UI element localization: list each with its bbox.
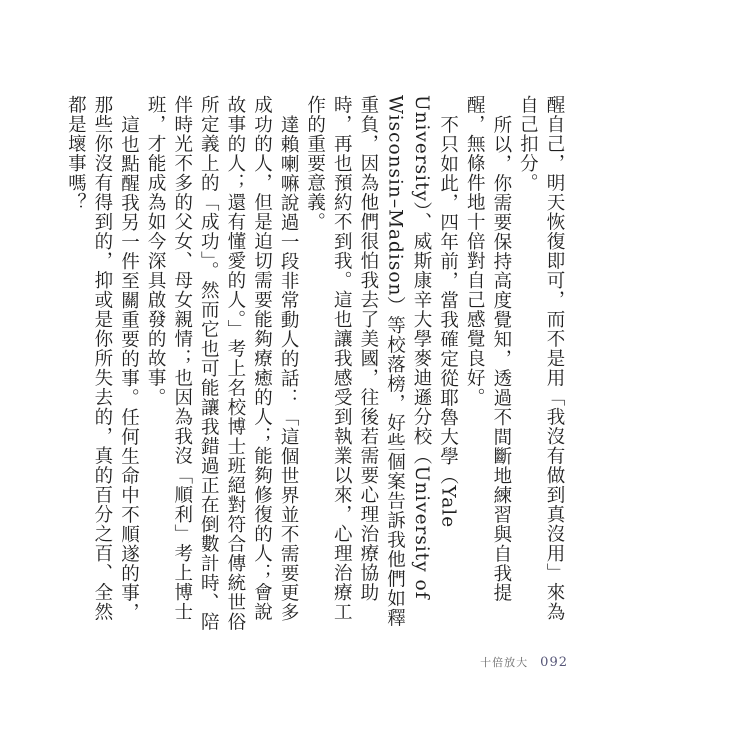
paragraph-2: 所以，你需要保持高度覺知，透過不間斷地練習與自我提醒，無條件地十倍對自己感覺良好。 (464, 95, 512, 603)
paragraph-5: 這也點醒我另一件至關重要的事。任何生命中不順遂的事，那些你沒有得到的，抑或是你所失去的，真的百分之百、全然都是壞事嗎？ (65, 95, 140, 623)
paragraph-4: 達賴喇嘛說過一段非常動人的話：「這個世界並不需要更多成功的人，但是迫切需要能夠療癒的人；能夠修復的人；會說故事的人；還有懂愛的人。」考上名校博士班絕對符合傳統世俗所定義上的「成功」。然而它也可能讓我錯過正在倒數計時、陪伴時光不多的父女、母女親情；也因為我沒「順利」考上博士班，才能成為如今深具啟發的故事。 (145, 95, 300, 632)
paragraph-3: 不只如此，四年前，當我確定從耶魯大學（Yale University）、威斯康辛大學麥迪遜分校（University of Wisconsin–Madison）等校落榜，好些個案告訴我他們如釋重負，因為他們很怕我去了美國，往後若需要心理治療協助時，再也預約不到我。這也讓我感受到執業以來，心理治療工作的重要意義。 (304, 95, 459, 628)
running-head: 十倍放大 (480, 656, 529, 669)
page-footer (480, 654, 568, 670)
page-number: 092 (540, 655, 568, 670)
vertical-text-body (65, 95, 567, 635)
paragraph-1: 醒自己，明天恢復即可，而不是用「我沒有做到真沒用」來為自己扣分。 (517, 95, 565, 622)
